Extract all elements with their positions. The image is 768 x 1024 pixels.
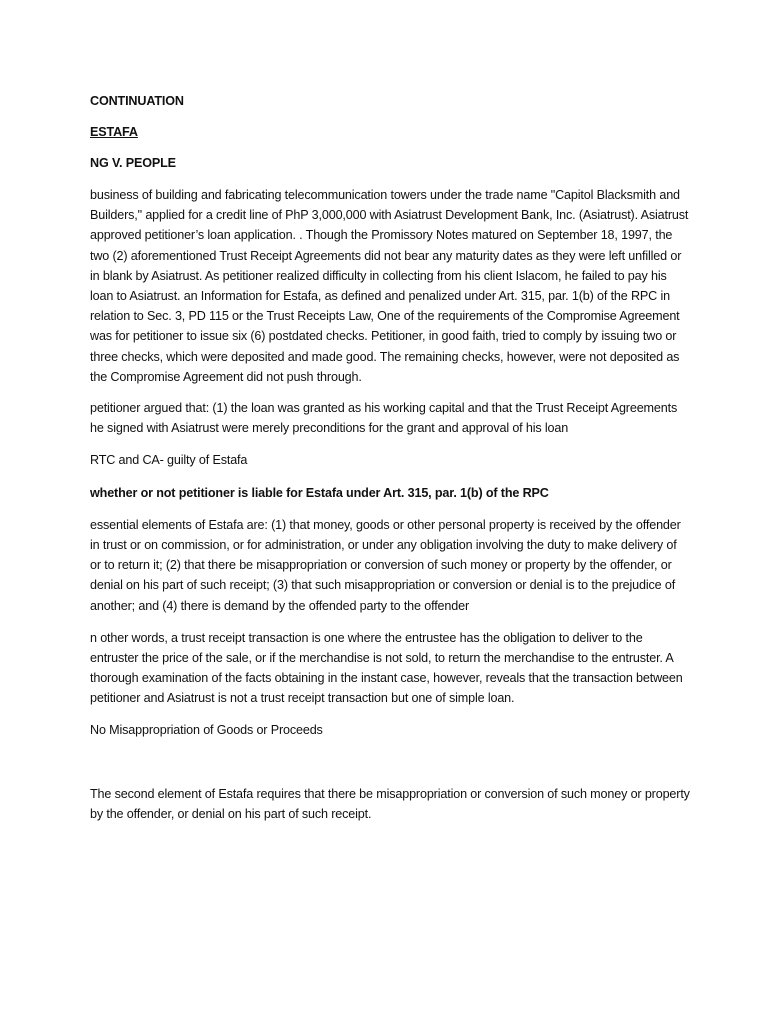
document-body — [90, 91, 690, 824]
subheading-no-misappropriation: No Misappropriation of Goods or Proceeds — [90, 722, 323, 737]
paragraph-argument: petitioner argued that: (1) the loan was granted as his working capital and that the Trust Receipt Agreements he signed with Asiatrust were merely preconditions for the grant and approval of his loan — [90, 401, 678, 436]
paragraph-facts: business of building and fabricating telecommunication towers under the trade name "Capitol Blacksmith and Builders," applied for a credit line of PhP 3,000,000 with Asiatrust Development Bank, Inc. (Asiatrust). Asiatrust approved petitioner’s loan application. . Though the Promissory Notes matured on September 18, 1997, the two (2) aforementioned Trust Receipt Agreements did not bear any maturity dates as they were left unfilled or in blank by Asiatrust. As petitioner realized difficulty in collecting from his client Islacom, he failed to pay his loan to Asiatrust. an Information for Estafa, as defined and penalized under Art. 315, par. 1(b) of the RPC in relation to Sec. 3, PD 115 or the Trust Receipts Law, One of the requirements of the Compromise Agreement was for petitioner to issue six (6) postdated checks. Petitioner, in good faith, tried to comply by issuing two or three checks, which were deposited and made good. The remaining checks, however, were not deposited as the Compromise Agreement did not push through. — [90, 188, 689, 384]
paragraph-ruling-below: RTC and CA- guilty of Estafa — [90, 453, 248, 468]
paragraph-issue: whether or not petitioner is liable for Estafa under Art. 315, par. 1(b) of the RPC — [90, 485, 549, 500]
heading-continuation: CONTINUATION — [90, 94, 184, 108]
paragraph-elements: essential elements of Estafa are: (1) that money, goods or other personal property is received by the offender in trust or on commission, or for administration, or under any obligation involving the duty to make delivery of or to return it; (2) that there be misappropriation or conversion of such money or property by the offender, or denial on his part of such receipt; (3) that such misappropriation or conversion or denial is to the prejudice of another; and (4) there is demand by the offended party to the offender — [90, 517, 681, 613]
heading-topic: ESTAFA — [90, 125, 138, 139]
paragraph-second-element: The second element of Estafa requires that there be misappropriation or conversion of such money or property by the offender, or denial on his part of such receipt. — [90, 786, 690, 822]
heading-case: NG V. PEOPLE — [90, 156, 176, 170]
paragraph-trust-receipt: n other words, a trust receipt transaction is one where the entrustee has the obligation to deliver to the entruster the price of the sale, or if the merchandise is not sold, to return the merchandise to the entruster. A thorough examination of the facts obtaining in the instant case, however, reveals that the transaction between petitioner and Asiatrust is not a trust receipt transaction but one of simple loan. — [90, 630, 683, 706]
